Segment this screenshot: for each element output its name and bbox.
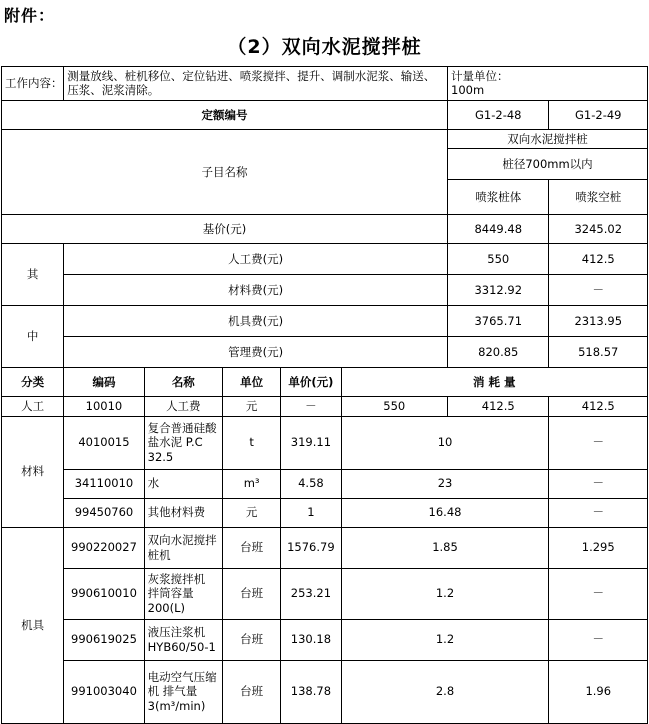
quota-code-row — [2, 100, 648, 129]
row-unit: 台班 — [223, 660, 281, 723]
item-group-name: 双向水泥搅拌桩 — [448, 129, 648, 148]
row-code: 99450760 — [64, 498, 144, 527]
table-row — [2, 498, 648, 527]
item-group-row — [2, 129, 648, 148]
row-code: 34110010 — [64, 469, 144, 498]
row-unit: 元 — [223, 498, 281, 527]
cost-row-machine — [2, 306, 648, 337]
row-name: 液压注浆机 HYB60/50-1 — [144, 619, 222, 660]
quota-code-2: G1-2-49 — [549, 100, 648, 129]
row-consumption-2: － — [549, 619, 648, 660]
measure-unit-cell — [448, 67, 648, 101]
base-price-label: 基价(元) — [2, 215, 448, 244]
cost-v1-2: 3765.71 — [448, 306, 549, 337]
detail-header-row — [2, 368, 648, 397]
row-price: 4.58 — [281, 469, 341, 498]
group-category-labor: 人工 — [2, 397, 64, 416]
base-price-2: 3245.02 — [549, 215, 648, 244]
cost-v1-1: 3312.92 — [448, 275, 549, 306]
group-category-machine: 机具 — [2, 527, 64, 723]
row-code: 990610010 — [64, 568, 144, 619]
row-code: 991003040 — [64, 660, 144, 723]
cost-name-3: 管理费(元) — [64, 337, 448, 368]
base-price-1: 8449.48 — [448, 215, 549, 244]
row-price: 253.21 — [281, 568, 341, 619]
cost-row-labor — [2, 244, 648, 275]
row-price: 1576.79 — [281, 527, 341, 568]
cost-row-management — [2, 337, 648, 368]
row-code: 990619025 — [64, 619, 144, 660]
quota-sheet — [1, 66, 648, 724]
cost-v2-3: 518.57 — [549, 337, 648, 368]
measure-unit-label: 计量单位： — [451, 69, 509, 83]
row-unit: 元 — [223, 397, 281, 416]
row-consumption-1: 2.8 — [341, 660, 549, 723]
row-name: 人工费 — [144, 397, 222, 416]
item-col-2: 喷浆空桩 — [549, 180, 648, 215]
cost-name-1: 材料费(元) — [64, 275, 448, 306]
attachment-label: 附件： — [4, 6, 56, 25]
col-header-category: 分类 — [2, 368, 64, 397]
col-header-name: 名称 — [144, 368, 222, 397]
row-consumption-1: 16.48 — [341, 498, 549, 527]
row-name: 灰浆搅拌机 拌筒容量200(L) — [144, 568, 222, 619]
row-code: 10010 — [64, 397, 144, 416]
row-price: 130.18 — [281, 619, 341, 660]
row-consumption-2: 412.5 — [448, 397, 549, 416]
row-name: 双向水泥搅拌桩机 — [144, 527, 222, 568]
row-consumption-3: 412.5 — [549, 397, 648, 416]
col-header-consumption: 消 耗 量 — [341, 368, 647, 397]
row-price: 319.11 — [281, 416, 341, 469]
row-consumption-2: 1.96 — [549, 660, 648, 723]
row-consumption-2: 1.295 — [549, 527, 648, 568]
row-consumption-2: － — [549, 469, 648, 498]
table-row — [2, 527, 648, 568]
row-consumption-2: － — [549, 416, 648, 469]
row-unit: m³ — [223, 469, 281, 498]
row-consumption-1: 550 — [341, 397, 448, 416]
row-unit: 台班 — [223, 619, 281, 660]
row-consumption-1: 1.2 — [341, 568, 549, 619]
item-name-label: 子目名称 — [2, 129, 448, 214]
table-row — [2, 568, 648, 619]
item-col-1: 喷浆桩体 — [448, 180, 549, 215]
col-header-code: 编码 — [64, 368, 144, 397]
row-consumption-1: 10 — [341, 416, 549, 469]
work-content-label: 工作内容： — [2, 67, 64, 101]
row-name: 电动空气压缩机 排气量3(m³/min) — [144, 660, 222, 723]
row-consumption-1: 1.2 — [341, 619, 549, 660]
row-price: － — [281, 397, 341, 416]
row-unit: t — [223, 416, 281, 469]
row-unit: 台班 — [223, 568, 281, 619]
row-consumption-2: － — [549, 498, 648, 527]
cost-side-char-1: 其 — [2, 244, 64, 306]
row-unit: 台班 — [223, 527, 281, 568]
row-consumption-1: 23 — [341, 469, 549, 498]
row-consumption-1: 1.85 — [341, 527, 549, 568]
quota-code-1: G1-2-48 — [448, 100, 549, 129]
row-name: 水 — [144, 469, 222, 498]
row-name: 复合普通硅酸盐水泥 P.C 32.5 — [144, 416, 222, 469]
table-row — [2, 397, 648, 416]
quota-code-label: 定额编号 — [2, 100, 448, 129]
work-content-row — [2, 67, 648, 101]
measure-unit-value: 100m — [451, 83, 485, 98]
page-title: （2）双向水泥搅拌桩 — [227, 36, 422, 58]
group-category-material: 材料 — [2, 416, 64, 527]
base-price-row — [2, 215, 648, 244]
cost-v1-3: 820.85 — [448, 337, 549, 368]
table-row — [2, 416, 648, 469]
row-code: 990220027 — [64, 527, 144, 568]
item-spec: 桩径700mm以内 — [448, 149, 648, 180]
row-name: 其他材料费 — [144, 498, 222, 527]
col-header-price: 单价(元) — [281, 368, 341, 397]
cost-name-2: 机具费(元) — [64, 306, 448, 337]
row-price: 1 — [281, 498, 341, 527]
cost-name-0: 人工费(元) — [64, 244, 448, 275]
table-row — [2, 469, 648, 498]
row-consumption-2: － — [549, 568, 648, 619]
col-header-unit: 单位 — [223, 368, 281, 397]
cost-v2-1: － — [549, 275, 648, 306]
cost-side-char-2: 中 — [2, 306, 64, 368]
cost-v2-2: 2313.95 — [549, 306, 648, 337]
cost-row-material — [2, 275, 648, 306]
cost-v1-0: 550 — [448, 244, 549, 275]
table-row — [2, 619, 648, 660]
row-code: 4010015 — [64, 416, 144, 469]
work-content-text: 测量放线、桩机移位、定位钻进、喷浆搅拌、提升、调制水泥浆、输送、压浆、泥浆清除。 — [64, 67, 448, 101]
row-price: 138.78 — [281, 660, 341, 723]
cost-v2-0: 412.5 — [549, 244, 648, 275]
table-row — [2, 660, 648, 723]
